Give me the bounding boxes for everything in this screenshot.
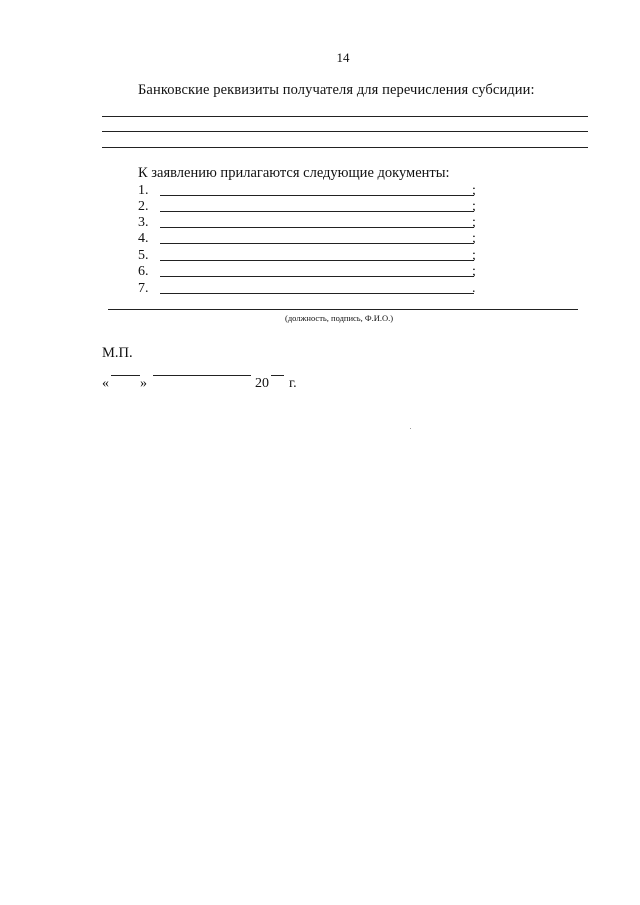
attachment-terminator: ; [472, 215, 476, 230]
attachment-terminator: . [472, 281, 476, 296]
attachment-terminator: ; [472, 231, 476, 246]
attachment-line[interactable] [160, 195, 474, 196]
date-open-quote: « [102, 376, 109, 391]
attachments-title: К заявлению прилагаются следующие документы: [138, 165, 450, 181]
attachment-line[interactable] [160, 260, 474, 261]
attachment-line[interactable] [160, 276, 474, 277]
attachment-number: 2. [138, 199, 149, 214]
signature-line[interactable] [108, 309, 578, 310]
date-month-line[interactable] [153, 375, 251, 376]
attachment-line[interactable] [160, 211, 474, 212]
attachment-terminator: ; [472, 183, 476, 198]
attachment-line[interactable] [160, 227, 474, 228]
attachment-terminator: ; [472, 199, 476, 214]
date-field [102, 375, 322, 393]
bank-details-line-1[interactable] [102, 116, 588, 117]
attachment-item [138, 199, 483, 215]
attachment-number: 7. [138, 281, 149, 296]
signature-caption: (должность, подпись, Ф.И.О.) [285, 313, 394, 323]
attachment-item [138, 215, 483, 231]
attachment-item [138, 231, 483, 247]
attachment-terminator: ; [472, 264, 476, 279]
attachment-line[interactable] [160, 243, 474, 244]
page-number: 14 [336, 50, 350, 65]
attachment-number: 3. [138, 215, 149, 230]
date-day-line[interactable] [111, 375, 140, 376]
date-year-prefix: 20 [255, 376, 269, 391]
scan-speck [410, 428, 411, 429]
attachment-item [138, 281, 483, 297]
attachment-number: 1. [138, 183, 149, 198]
attachment-number: 6. [138, 264, 149, 279]
date-close-quote: » [140, 376, 147, 391]
date-year-line[interactable] [271, 375, 284, 376]
bank-details-title: Банковские реквизиты получателя для перечисления субсидии: [138, 82, 535, 98]
stamp-placeholder: М.П. [102, 345, 133, 361]
bank-details-line-3[interactable] [102, 147, 588, 148]
attachment-number: 4. [138, 231, 149, 246]
attachment-item [138, 264, 483, 280]
attachment-terminator: ; [472, 248, 476, 263]
bank-details-line-2[interactable] [102, 131, 588, 132]
attachment-number: 5. [138, 248, 149, 263]
attachment-line[interactable] [160, 293, 474, 294]
date-year-suffix: г. [289, 376, 297, 391]
attachment-item [138, 183, 483, 199]
attachment-item [138, 248, 483, 264]
